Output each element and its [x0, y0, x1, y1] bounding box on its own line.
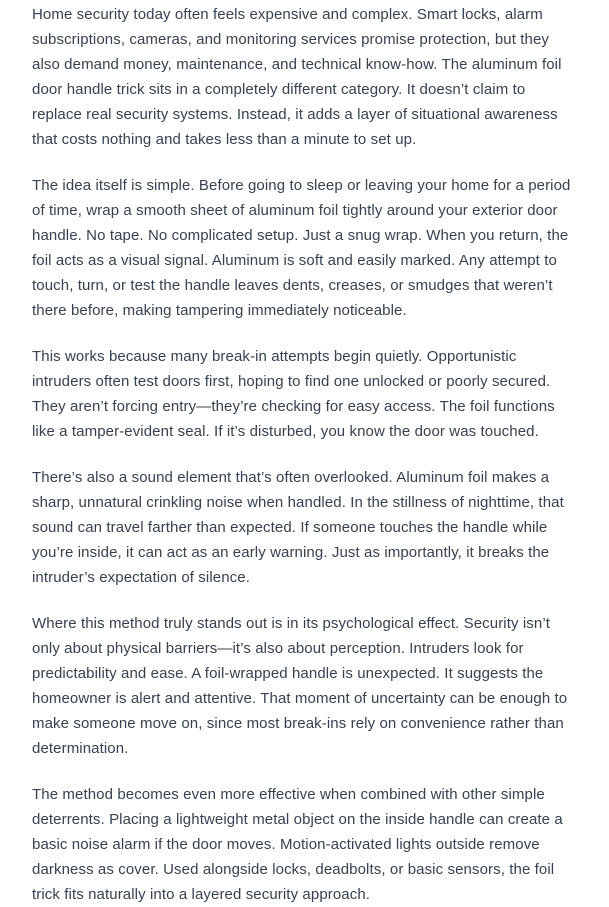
article-paragraph: This works because many break-in attempts begin quietly. Opportunistic intruders often test doors first, hoping to find one unlocked or poorly secured. They aren’t forcing entry—they’re checking for easy access. The foil functions like a tamper-evident seal. If it’s disturbed, you know the door was touched.	[32, 348, 555, 440]
article-body	[32, 2, 576, 907]
article-paragraph: Home security today often feels expensive and complex. Smart locks, alarm subscriptions, cameras, and monitoring services promise protection, but they also demand money, maintenance, and technical know-how. The aluminum foil door handle trick sits in a completely different category. It doesn’t claim to replace real security systems. Instead, it adds a layer of situational awareness that costs nothing and takes less than a minute to set up.	[32, 6, 562, 148]
article-paragraph: The method becomes even more effective when combined with other simple deterrents. Placing a lightweight metal object on the inside handle can create a basic noise alarm if the door moves. Motion-activated lights outside remove darkness as cover. Used alongside locks, deadbolts, or basic sensors, the foil trick fits naturally into a layered security approach.	[32, 786, 563, 903]
article-paragraph: Where this method truly stands out is in its psychological effect. Security isn’t only about physical barriers—it’s also about perception. Intruders look for predictability and ease. A foil-wrapped handle is unexpected. It suggests the homeowner is alert and attentive. That moment of uncertainty can be enough to make someone move on, since most break-ins rely on convenience rather than determination.	[32, 615, 568, 757]
article-paragraph: The idea itself is simple. Before going to sleep or leaving your home for a period of time, wrap a smooth sheet of aluminum foil tightly around your exterior door handle. No tape. No complicated setup. Just a snug wrap. When you return, the foil acts as a visual signal. Aluminum is soft and easily marked. Any attempt to touch, turn, or test the handle leaves dents, creases, or smudges that weren’t there before, making tampering immediately noticeable.	[32, 177, 571, 319]
article-paragraph: There’s also a sound element that’s often overlooked. Aluminum foil makes a sharp, unnatural crinkling noise when handled. In the stillness of nighttime, that sound can travel farther than expected. If someone touches the handle while you’re inside, it can act as an early warning. Just as importantly, it breaks the intruder’s expectation of silence.	[32, 469, 564, 586]
